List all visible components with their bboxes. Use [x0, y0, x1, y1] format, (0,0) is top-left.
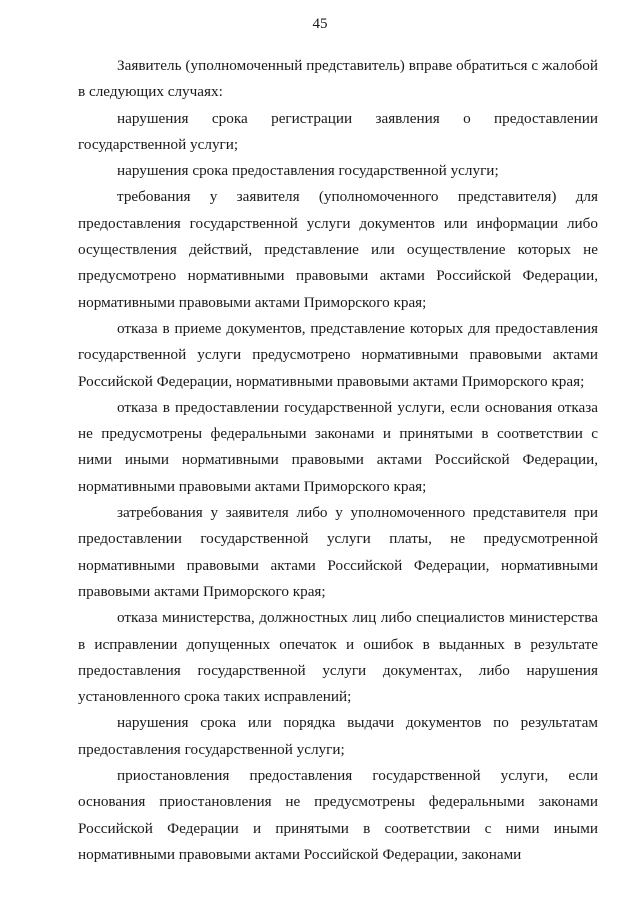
paragraph-suspension: приостановления предоставления государственной услуги, если основания приостановления не предусмотрены федеральными законами Российской Федерации и принятыми в соответствии с ними иными нормативными правовыми актами Российской Федерации, законами [78, 767, 598, 863]
paragraph-issuance-violation: нарушения срока или порядка выдачи документов по результатам предоставления государственной услуги; [78, 714, 598, 758]
document-body [78, 53, 598, 868]
paragraph-service-deadline: нарушения срока предоставления государственной услуги; [117, 162, 499, 180]
paragraph-acceptance-refusal: отказа в приеме документов, представление которых для предоставления государственной услуги предусмотрено нормативными правовыми актами Российской Федерации, нормативными правовыми актами Приморского края; [78, 319, 598, 390]
paragraph-document-requirements: требования у заявителя (уполномоченного представителя) для предоставления государственной услуги документов или информации либо осуществления действий, представление или осуществление которых не предусмотрено нормативными правовыми актами Российской Федерации, нормативными правовыми актами Приморского края; [78, 188, 598, 311]
paragraph-registration-deadline: нарушения срока регистрации заявления о предоставлении государственной услуги; [78, 109, 598, 153]
paragraph-service-refusal: отказа в предоставлении государственной услуги, если основания отказа не предусмотрены федеральными законами и принятыми в соответствии с ними иными нормативными правовыми актами Российской Федерации, нормативными правовыми актами Приморского края; [78, 398, 598, 495]
paragraph-intro: Заявитель (уполномоченный представитель) вправе обратиться с жалобой в следующих случаях: [78, 57, 598, 101]
paragraph-fee-demand: затребования у заявителя либо у уполномоченного представителя при предоставлении государственной услуги платы, не предусмотренной нормативными правовыми актами Российской Федерации, нормативными правовыми актами Приморского края; [78, 504, 598, 600]
page-number: 45 [312, 16, 328, 32]
paragraph-correction-refusal: отказа министерства, должностных лиц либо специалистов министерства в исправлении допущенных опечаток и ошибок в выданных в результате предоставления государственной услуги документах, либо нарушения установленного срока таких исправлений; [78, 609, 598, 706]
